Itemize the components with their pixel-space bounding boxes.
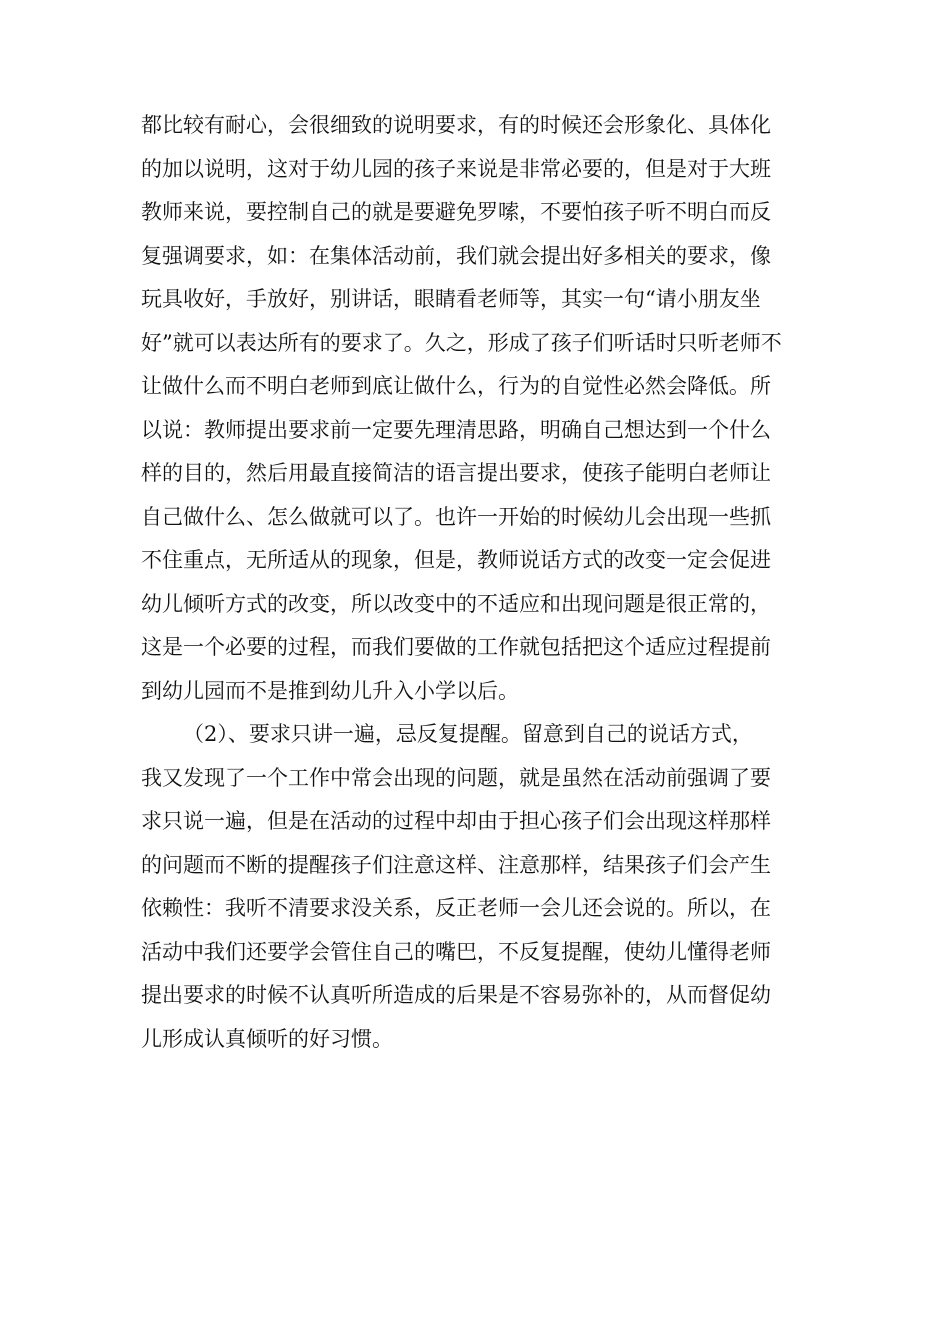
text-line: 活动中我们还要学会管住自己的嘴巴，不反复提醒，使幼儿懂得老师 xyxy=(141,939,771,964)
text-line: 样的目的，然后用最直接简洁的语言提出要求，使孩子能明白老师让 xyxy=(141,461,771,485)
text-line: 求只说一遍，但是在活动的过程中却由于担心孩子们会出现这样那样 xyxy=(141,809,771,833)
text-line: 复强调要求，如：在集体活动前，我们就会提出好多相关的要求，像 xyxy=(141,243,771,268)
text-line: 好”就可以表达所有的要求了。久之，形成了孩子们听话时只听老师不 xyxy=(141,330,782,355)
text-line: 玩具收好，手放好，别讲话，眼睛看老师等，其实一句“请小朋友坐 xyxy=(141,287,761,311)
text-line: 到幼儿园而不是推到幼儿升入小学以后。 xyxy=(141,678,519,703)
text-line: 儿形成认真倾听的好习惯。 xyxy=(141,1026,393,1051)
text-line: 我又发现了一个工作中常会出现的问题，就是虽然在活动前强调了要 xyxy=(141,765,771,790)
text-line: 依赖性：我听不清要求没关系，反正老师一会儿还会说的。所以，在 xyxy=(141,896,771,920)
text-line: 教师来说，要控制自己的就是要避免罗嗦，不要怕孩子听不明白而反 xyxy=(141,200,771,224)
text-line: 不住重点，无所适从的现象，但是，教师说话方式的改变一定会促进 xyxy=(141,548,771,572)
document-body xyxy=(141,104,821,1061)
text-line: 提出要求的时候不认真听所造成的后果是不容易弥补的，从而督促幼 xyxy=(141,983,771,1007)
text-line: 都比较有耐心，会很细致的说明要求，有的时候还会形象化、具体化 xyxy=(141,113,771,137)
text-line: 让做什么而不明白老师到底让做什么，行为的自觉性必然会降低。所 xyxy=(141,374,771,398)
text-line: （2）、要求只讲一遍，忌反复提醒。留意到自己的说话方式， xyxy=(183,722,753,746)
text-line: 幼儿倾听方式的改变，所以改变中的不适应和出现问题是很正常的， xyxy=(141,591,771,616)
text-line: 自己做什么、怎么做就可以了。也许一开始的时候幼儿会出现一些抓 xyxy=(141,504,771,529)
paragraph-2 xyxy=(141,713,821,1061)
paragraph-1 xyxy=(141,104,821,713)
text-line: 以说：教师提出要求前一定要先理清思路，明确自己想达到一个什么 xyxy=(141,417,771,442)
text-line: 这是一个必要的过程，而我们要做的工作就包括把这个适应过程提前 xyxy=(141,635,771,659)
text-line: 的加以说明，这对于幼儿园的孩子来说是非常必要的，但是对于大班 xyxy=(141,156,771,181)
text-line: 的问题而不断的提醒孩子们注意这样、注意那样，结果孩子们会产生 xyxy=(141,852,771,877)
